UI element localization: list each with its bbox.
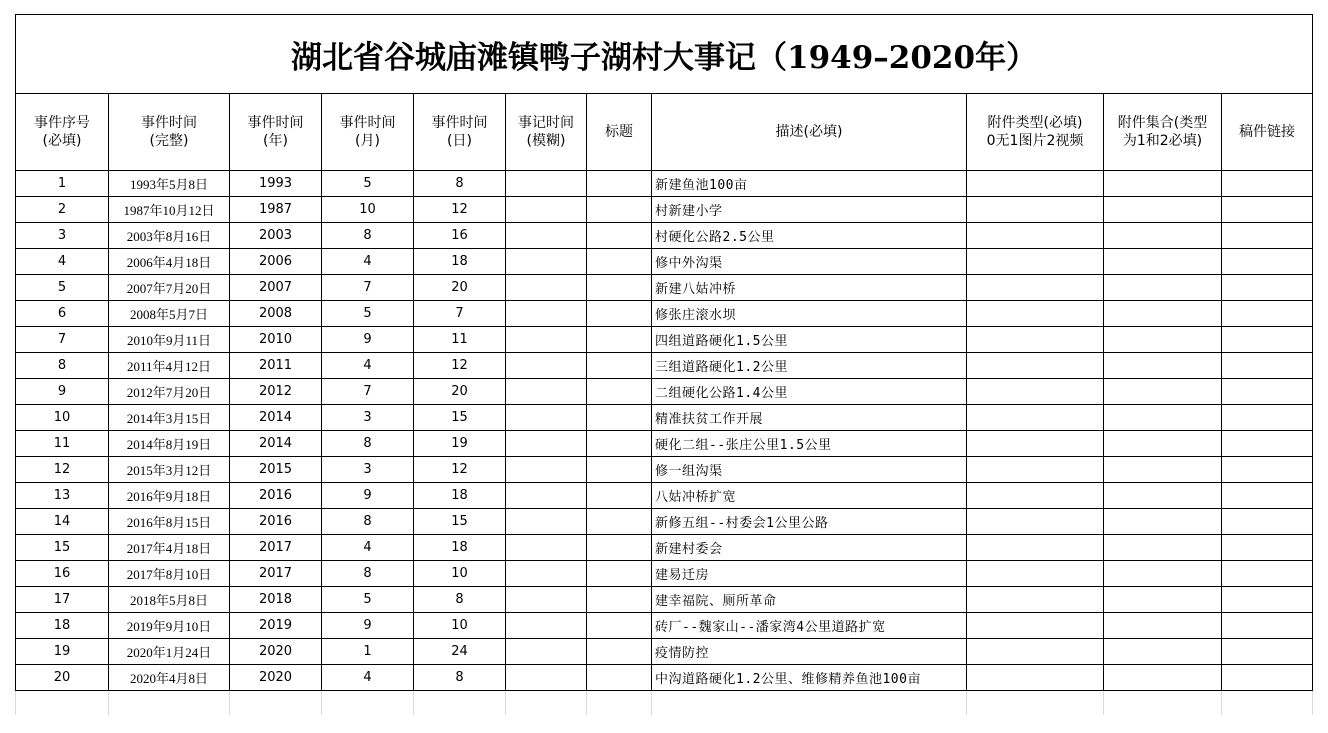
- cell-fuzzy-time[interactable]: [506, 353, 587, 379]
- cell-full-date[interactable]: 1993年5月8日: [109, 171, 230, 197]
- cell-full-date[interactable]: 2020年4月8日: [109, 665, 230, 691]
- cell-full-date[interactable]: 2018年5月8日: [109, 587, 230, 613]
- cell-link[interactable]: [1222, 483, 1313, 509]
- cell-day[interactable]: 24: [414, 639, 506, 665]
- cell-fuzzy-time[interactable]: [506, 223, 587, 249]
- cell-title[interactable]: [587, 587, 652, 613]
- cell-year[interactable]: 2020: [230, 639, 322, 665]
- table-row: [16, 171, 1313, 197]
- cell-title[interactable]: [587, 561, 652, 587]
- cell-attachment-type[interactable]: [967, 301, 1104, 327]
- cell-attachment-set[interactable]: [1104, 379, 1222, 405]
- cell-year[interactable]: 2006: [230, 249, 322, 275]
- cell-year[interactable]: 2017: [230, 561, 322, 587]
- cell-attachment-set[interactable]: [1104, 665, 1222, 691]
- header-day-line1: 事件时间: [431, 115, 488, 131]
- sheet-title[interactable]: 湖北省谷城庙滩镇鸭子湖村大事记（1949–2020年）: [16, 15, 1313, 94]
- cell-seq[interactable]: 11: [16, 431, 109, 457]
- cell-fuzzy-time[interactable]: [506, 171, 587, 197]
- header-fuzzy-time-line1: 事记时间: [518, 115, 574, 131]
- cell-month[interactable]: 8: [322, 561, 414, 587]
- cell-full-date[interactable]: 1987年10月12日: [109, 197, 230, 223]
- cell-link[interactable]: [1222, 197, 1313, 223]
- header-month-line1: 事件时间: [339, 115, 396, 131]
- cell-seq[interactable]: 4: [16, 249, 109, 275]
- cell-month[interactable]: 8: [322, 509, 414, 535]
- empty-cell[interactable]: [16, 691, 109, 716]
- empty-cell[interactable]: [587, 691, 652, 716]
- cell-attachment-type[interactable]: [967, 457, 1104, 483]
- cell-attachment-type[interactable]: [967, 665, 1104, 691]
- cell-seq[interactable]: 12: [16, 457, 109, 483]
- spreadsheet: [15, 14, 1312, 715]
- cell-month[interactable]: 3: [322, 457, 414, 483]
- cell-description[interactable]: 修一组沟渠: [652, 457, 967, 483]
- table-row: [16, 353, 1313, 379]
- cell-year[interactable]: 2010: [230, 327, 322, 353]
- header-description[interactable]: [652, 94, 967, 171]
- cell-title[interactable]: [587, 665, 652, 691]
- empty-cell[interactable]: [967, 691, 1104, 716]
- cell-title[interactable]: [587, 275, 652, 301]
- cell-fuzzy-time[interactable]: [506, 327, 587, 353]
- cell-fuzzy-time[interactable]: [506, 275, 587, 301]
- cell-fuzzy-time[interactable]: [506, 301, 587, 327]
- table-row: [16, 249, 1313, 275]
- cell-full-date[interactable]: 2016年8月15日: [109, 509, 230, 535]
- cell-attachment-set[interactable]: [1104, 535, 1222, 561]
- cell-attachment-type[interactable]: [967, 639, 1104, 665]
- cell-description[interactable]: 修中外沟渠: [652, 249, 967, 275]
- cell-full-date[interactable]: 2014年8月19日: [109, 431, 230, 457]
- cell-title[interactable]: [587, 509, 652, 535]
- cell-link[interactable]: [1222, 249, 1313, 275]
- cell-description[interactable]: 新建村委会: [652, 535, 967, 561]
- cell-description[interactable]: 疫情防控: [652, 639, 967, 665]
- cell-month[interactable]: 10: [322, 197, 414, 223]
- header-fuzzy-time-line2: (模糊): [526, 133, 566, 149]
- cell-full-date[interactable]: 2008年5月7日: [109, 301, 230, 327]
- cell-full-date[interactable]: 2014年3月15日: [109, 405, 230, 431]
- cell-day[interactable]: 15: [414, 405, 506, 431]
- cell-seq[interactable]: 13: [16, 483, 109, 509]
- header-row: [16, 94, 1313, 171]
- cell-attachment-set[interactable]: [1104, 353, 1222, 379]
- cell-day[interactable]: 20: [414, 379, 506, 405]
- cell-full-date[interactable]: 2007年7月20日: [109, 275, 230, 301]
- header-year-line1: 事件时间: [247, 115, 304, 131]
- empty-cell[interactable]: [506, 691, 587, 716]
- cell-description[interactable]: 建幸福院、厕所革命: [652, 587, 967, 613]
- empty-cell[interactable]: [1222, 691, 1313, 716]
- cell-year[interactable]: 2017: [230, 535, 322, 561]
- header-full-date[interactable]: [109, 94, 230, 171]
- cell-description[interactable]: 新建鱼池100亩: [652, 171, 967, 197]
- cell-attachment-set[interactable]: [1104, 223, 1222, 249]
- cell-attachment-type[interactable]: [967, 535, 1104, 561]
- cell-link[interactable]: [1222, 223, 1313, 249]
- cell-attachment-set[interactable]: [1104, 457, 1222, 483]
- cell-month[interactable]: 5: [322, 587, 414, 613]
- cell-description[interactable]: 中沟道路硬化1.2公里、维修精养鱼池100亩: [652, 665, 967, 691]
- cell-attachment-set[interactable]: [1104, 197, 1222, 223]
- cell-attachment-type[interactable]: [967, 561, 1104, 587]
- cell-day[interactable]: 18: [414, 483, 506, 509]
- cell-title[interactable]: [587, 379, 652, 405]
- events-table: [15, 14, 1313, 715]
- empty-cell[interactable]: [109, 691, 230, 716]
- cell-seq[interactable]: 1: [16, 171, 109, 197]
- cell-full-date[interactable]: 2003年8月16日: [109, 223, 230, 249]
- header-full-date-line1: 事件时间: [141, 115, 197, 131]
- cell-seq[interactable]: 10: [16, 405, 109, 431]
- header-day-line2: (日): [447, 133, 472, 149]
- cell-title[interactable]: [587, 327, 652, 353]
- cell-title[interactable]: [587, 613, 652, 639]
- header-seq[interactable]: [16, 94, 109, 171]
- empty-cell[interactable]: [1104, 691, 1222, 716]
- header-seq-line1: 事件序号: [34, 115, 90, 131]
- cell-full-date[interactable]: 2012年7月20日: [109, 379, 230, 405]
- cell-attachment-type[interactable]: [967, 171, 1104, 197]
- cell-title[interactable]: [587, 301, 652, 327]
- cell-full-date[interactable]: 2006年4月18日: [109, 249, 230, 275]
- cell-title[interactable]: [587, 431, 652, 457]
- cell-seq[interactable]: 5: [16, 275, 109, 301]
- table-row: [16, 197, 1313, 223]
- cell-seq[interactable]: 19: [16, 639, 109, 665]
- header-title-line1: 标题: [605, 124, 633, 140]
- cell-description[interactable]: 四组道路硬化1.5公里: [652, 327, 967, 353]
- cell-link[interactable]: [1222, 171, 1313, 197]
- cell-title[interactable]: [587, 197, 652, 223]
- cell-month[interactable]: 1: [322, 639, 414, 665]
- cell-seq[interactable]: 20: [16, 665, 109, 691]
- cell-link[interactable]: [1222, 639, 1313, 665]
- cell-seq[interactable]: 18: [16, 613, 109, 639]
- cell-year[interactable]: 1993: [230, 171, 322, 197]
- cell-title[interactable]: [587, 223, 652, 249]
- cell-full-date[interactable]: 2017年8月10日: [109, 561, 230, 587]
- header-description-line1: 描述(必填): [775, 124, 843, 140]
- cell-description[interactable]: 三组道路硬化1.2公里: [652, 353, 967, 379]
- cell-attachment-set[interactable]: [1104, 561, 1222, 587]
- cell-attachment-type[interactable]: [967, 587, 1104, 613]
- cell-attachment-type[interactable]: [967, 275, 1104, 301]
- table-row: [16, 431, 1313, 457]
- cell-month[interactable]: 4: [322, 249, 414, 275]
- table-row: [16, 665, 1313, 691]
- cell-month[interactable]: 9: [322, 613, 414, 639]
- cell-fuzzy-time[interactable]: [506, 509, 587, 535]
- cell-full-date[interactable]: 2015年3月12日: [109, 457, 230, 483]
- cell-day[interactable]: 20: [414, 275, 506, 301]
- cell-attachment-set[interactable]: [1104, 483, 1222, 509]
- cell-link[interactable]: [1222, 613, 1313, 639]
- cell-description[interactable]: 村新建小学: [652, 197, 967, 223]
- cell-day[interactable]: 18: [414, 535, 506, 561]
- table-row: [16, 405, 1313, 431]
- cell-day[interactable]: 7: [414, 301, 506, 327]
- cell-full-date[interactable]: 2019年9月10日: [109, 613, 230, 639]
- cell-month[interactable]: 4: [322, 665, 414, 691]
- cell-attachment-type[interactable]: [967, 353, 1104, 379]
- cell-attachment-type[interactable]: [967, 249, 1104, 275]
- cell-year[interactable]: 2016: [230, 483, 322, 509]
- cell-year[interactable]: 2020: [230, 665, 322, 691]
- cell-seq[interactable]: 16: [16, 561, 109, 587]
- table-row: [16, 379, 1313, 405]
- cell-fuzzy-time[interactable]: [506, 197, 587, 223]
- cell-title[interactable]: [587, 535, 652, 561]
- header-seq-line2: (必填): [42, 133, 82, 149]
- cell-year[interactable]: 2012: [230, 379, 322, 405]
- cell-month[interactable]: 7: [322, 275, 414, 301]
- cell-year[interactable]: 2007: [230, 275, 322, 301]
- cell-attachment-set[interactable]: [1104, 301, 1222, 327]
- cell-month[interactable]: 7: [322, 379, 414, 405]
- cell-link[interactable]: [1222, 431, 1313, 457]
- cell-month[interactable]: 9: [322, 483, 414, 509]
- cell-year[interactable]: 2014: [230, 405, 322, 431]
- cell-description[interactable]: 建易迁房: [652, 561, 967, 587]
- cell-title[interactable]: [587, 405, 652, 431]
- cell-description[interactable]: 砖厂--魏家山--潘家湾4公里道路扩宽: [652, 613, 967, 639]
- header-month[interactable]: [322, 94, 414, 171]
- cell-seq[interactable]: 3: [16, 223, 109, 249]
- cell-year[interactable]: 2008: [230, 301, 322, 327]
- cell-month[interactable]: 8: [322, 431, 414, 457]
- cell-attachment-type[interactable]: [967, 509, 1104, 535]
- cell-description[interactable]: 八姑冲桥扩宽: [652, 483, 967, 509]
- cell-description[interactable]: 修张庄滚水坝: [652, 301, 967, 327]
- cell-month[interactable]: 5: [322, 171, 414, 197]
- cell-attachment-set[interactable]: [1104, 275, 1222, 301]
- cell-day[interactable]: 10: [414, 613, 506, 639]
- cell-seq[interactable]: 14: [16, 509, 109, 535]
- cell-title[interactable]: [587, 353, 652, 379]
- cell-link[interactable]: [1222, 535, 1313, 561]
- cell-link[interactable]: [1222, 379, 1313, 405]
- cell-month[interactable]: 4: [322, 535, 414, 561]
- cell-full-date[interactable]: 2010年9月11日: [109, 327, 230, 353]
- table-row: [16, 587, 1313, 613]
- cell-day[interactable]: 18: [414, 249, 506, 275]
- cell-attachment-set[interactable]: [1104, 587, 1222, 613]
- cell-day[interactable]: 19: [414, 431, 506, 457]
- cell-day[interactable]: 8: [414, 171, 506, 197]
- header-day[interactable]: [414, 94, 506, 171]
- cell-attachment-set[interactable]: [1104, 249, 1222, 275]
- cell-title[interactable]: [587, 249, 652, 275]
- cell-attachment-set[interactable]: [1104, 405, 1222, 431]
- cell-link[interactable]: [1222, 587, 1313, 613]
- header-attachment-type[interactable]: [967, 94, 1104, 171]
- cell-month[interactable]: 8: [322, 223, 414, 249]
- empty-cell[interactable]: [414, 691, 506, 716]
- cell-fuzzy-time[interactable]: [506, 431, 587, 457]
- cell-attachment-set[interactable]: [1104, 639, 1222, 665]
- header-year[interactable]: [230, 94, 322, 171]
- cell-full-date[interactable]: 2017年4月18日: [109, 535, 230, 561]
- table-row: [16, 275, 1313, 301]
- table-row: [16, 457, 1313, 483]
- cell-attachment-type[interactable]: [967, 327, 1104, 353]
- cell-month[interactable]: 9: [322, 327, 414, 353]
- table-row: [16, 613, 1313, 639]
- header-fuzzy-time[interactable]: [506, 94, 587, 171]
- header-attachment-set-line1: 附件集合(类型: [1117, 115, 1208, 131]
- table-row: [16, 327, 1313, 353]
- table-row: [16, 483, 1313, 509]
- cell-day[interactable]: 12: [414, 457, 506, 483]
- cell-description[interactable]: 村硬化公路2.5公里: [652, 223, 967, 249]
- cell-attachment-type[interactable]: [967, 483, 1104, 509]
- table-row: [16, 561, 1313, 587]
- cell-seq[interactable]: 17: [16, 587, 109, 613]
- header-title[interactable]: [587, 94, 652, 171]
- cell-description[interactable]: 精准扶贫工作开展: [652, 405, 967, 431]
- cell-attachment-set[interactable]: [1104, 431, 1222, 457]
- cell-year[interactable]: 1987: [230, 197, 322, 223]
- header-attachment-type-line1: 附件类型(必填): [987, 115, 1083, 131]
- cell-fuzzy-time[interactable]: [506, 639, 587, 665]
- cell-fuzzy-time[interactable]: [506, 405, 587, 431]
- cell-description[interactable]: 新修五组--村委会1公里公路: [652, 509, 967, 535]
- cell-day[interactable]: 16: [414, 223, 506, 249]
- cell-attachment-type[interactable]: [967, 613, 1104, 639]
- cell-attachment-type[interactable]: [967, 405, 1104, 431]
- cell-full-date[interactable]: 2016年9月18日: [109, 483, 230, 509]
- cell-seq[interactable]: 6: [16, 301, 109, 327]
- cell-day[interactable]: 11: [414, 327, 506, 353]
- cell-year[interactable]: 2019: [230, 613, 322, 639]
- cell-link[interactable]: [1222, 275, 1313, 301]
- cell-attachment-set[interactable]: [1104, 171, 1222, 197]
- cell-day[interactable]: 15: [414, 509, 506, 535]
- cell-full-date[interactable]: 2020年1月24日: [109, 639, 230, 665]
- cell-year[interactable]: 2018: [230, 587, 322, 613]
- table-row: [16, 535, 1313, 561]
- header-month-line2: (月): [355, 133, 380, 149]
- cell-year[interactable]: 2011: [230, 353, 322, 379]
- cell-fuzzy-time[interactable]: [506, 249, 587, 275]
- cell-seq[interactable]: 8: [16, 353, 109, 379]
- empty-grid-row: [16, 691, 1313, 716]
- empty-cell[interactable]: [322, 691, 414, 716]
- cell-day[interactable]: 12: [414, 197, 506, 223]
- cell-fuzzy-time[interactable]: [506, 613, 587, 639]
- cell-month[interactable]: 4: [322, 353, 414, 379]
- empty-cell[interactable]: [230, 691, 322, 716]
- table-row: [16, 639, 1313, 665]
- cell-title[interactable]: [587, 483, 652, 509]
- cell-attachment-type[interactable]: [967, 431, 1104, 457]
- header-link[interactable]: [1222, 94, 1313, 171]
- cell-fuzzy-time[interactable]: [506, 483, 587, 509]
- cell-seq[interactable]: 2: [16, 197, 109, 223]
- cell-year[interactable]: 2014: [230, 431, 322, 457]
- header-attachment-type-line2: 0无1图片2视频: [986, 133, 1084, 149]
- cell-day[interactable]: 10: [414, 561, 506, 587]
- cell-description[interactable]: 硬化二组--张庄公里1.5公里: [652, 431, 967, 457]
- cell-fuzzy-time[interactable]: [506, 457, 587, 483]
- cell-day[interactable]: 8: [414, 665, 506, 691]
- header-attachment-set-line2: 为1和2必填): [1122, 133, 1203, 149]
- cell-attachment-set[interactable]: [1104, 327, 1222, 353]
- header-year-line2: (年): [263, 133, 288, 149]
- cell-title[interactable]: [587, 171, 652, 197]
- cell-day[interactable]: 8: [414, 587, 506, 613]
- cell-link[interactable]: [1222, 509, 1313, 535]
- cell-fuzzy-time[interactable]: [506, 535, 587, 561]
- cell-attachment-type[interactable]: [967, 223, 1104, 249]
- cell-fuzzy-time[interactable]: [506, 665, 587, 691]
- table-row: [16, 509, 1313, 535]
- cell-day[interactable]: 12: [414, 353, 506, 379]
- cell-seq[interactable]: 15: [16, 535, 109, 561]
- cell-link[interactable]: [1222, 301, 1313, 327]
- cell-link[interactable]: [1222, 405, 1313, 431]
- empty-cell[interactable]: [652, 691, 967, 716]
- table-row: [16, 223, 1313, 249]
- cell-fuzzy-time[interactable]: [506, 587, 587, 613]
- header-attachment-set[interactable]: [1104, 94, 1222, 171]
- cell-fuzzy-time[interactable]: [506, 561, 587, 587]
- cell-month[interactable]: 3: [322, 405, 414, 431]
- cell-link[interactable]: [1222, 327, 1313, 353]
- header-full-date-line2: (完整): [149, 133, 189, 149]
- cell-fuzzy-time[interactable]: [506, 379, 587, 405]
- cell-attachment-set[interactable]: [1104, 613, 1222, 639]
- cell-title[interactable]: [587, 639, 652, 665]
- cell-link[interactable]: [1222, 665, 1313, 691]
- cell-attachment-type[interactable]: [967, 379, 1104, 405]
- cell-link[interactable]: [1222, 561, 1313, 587]
- cell-seq[interactable]: 7: [16, 327, 109, 353]
- cell-full-date[interactable]: 2011年4月12日: [109, 353, 230, 379]
- cell-month[interactable]: 5: [322, 301, 414, 327]
- cell-year[interactable]: 2003: [230, 223, 322, 249]
- cell-seq[interactable]: 9: [16, 379, 109, 405]
- cell-year[interactable]: 2015: [230, 457, 322, 483]
- cell-link[interactable]: [1222, 457, 1313, 483]
- cell-description[interactable]: 新建八姑冲桥: [652, 275, 967, 301]
- table-row: [16, 301, 1313, 327]
- cell-title[interactable]: [587, 457, 652, 483]
- header-link-line1: 稿件链接: [1239, 124, 1296, 140]
- cell-link[interactable]: [1222, 353, 1313, 379]
- cell-attachment-set[interactable]: [1104, 509, 1222, 535]
- cell-description[interactable]: 二组硬化公路1.4公里: [652, 379, 967, 405]
- cell-attachment-type[interactable]: [967, 197, 1104, 223]
- cell-year[interactable]: 2016: [230, 509, 322, 535]
